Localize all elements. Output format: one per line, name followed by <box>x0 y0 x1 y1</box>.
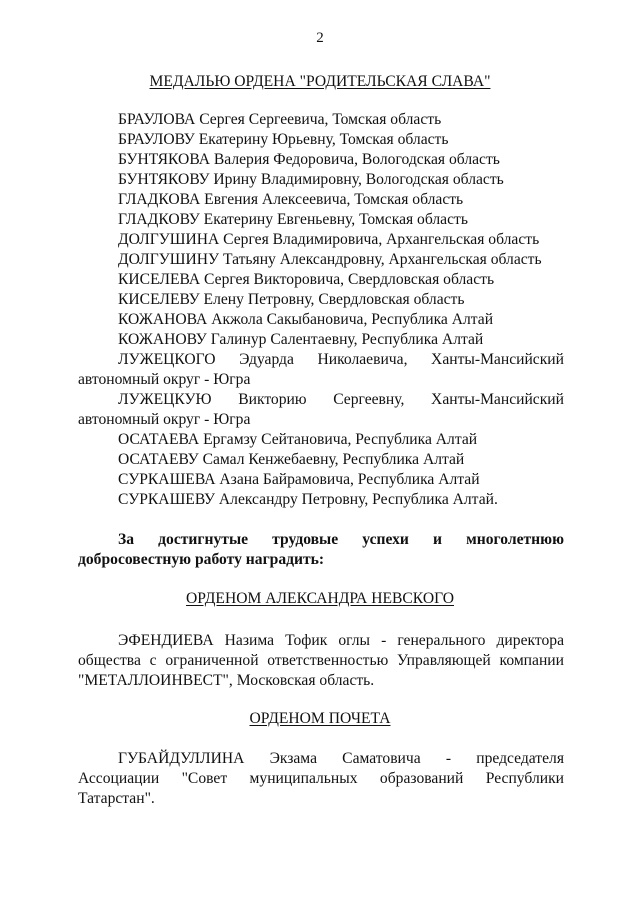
list-item-text: КИСЕЛЕВА Сергея Викторовича, Свердловская область <box>118 271 495 288</box>
list-item-text: КОЖАНОВА Акжола Сакыбановича, Республика Алтай <box>118 311 494 328</box>
award-statement-line2: добросовестную работу наградить: <box>78 551 325 568</box>
list-item-text: КОЖАНОВУ Галинур Салентаевну, Республика Алтай <box>118 331 484 348</box>
award-statement-line1: За достигнутые трудовые успехи и многолетнюю <box>118 531 564 548</box>
awardee-list-parental-glory <box>78 110 564 510</box>
paragraph-line2: общества с ограниченной ответственностью Управляющей компании <box>78 652 564 669</box>
list-item <box>78 430 564 450</box>
list-item <box>78 490 564 510</box>
award-statement <box>78 530 564 570</box>
list-item-text: ОСАТАЕВА Ергамзу Сейтановича, Республика Алтай <box>118 431 478 448</box>
list-item <box>78 150 564 170</box>
list-item-text: ГЛАДКОВА Евгения Алексеевича, Томская область <box>118 191 464 208</box>
list-item <box>78 250 564 270</box>
list-item <box>78 270 564 290</box>
section-heading-parental-glory-medal: МЕДАЛЬЮ ОРДЕНА "РОДИТЕЛЬСКАЯ СЛАВА" <box>149 73 491 90</box>
list-item-text-line1: ЛУЖЕЦКУЮ Викторию Сергеевну, Ханты-Мансийский <box>118 391 564 408</box>
paragraph-line1: ЭФЕНДИЕВА Назима Тофик оглы - генерального директора <box>118 632 564 649</box>
list-item-text: БРАУЛОВА Сергея Сергеевича, Томская область <box>118 111 442 128</box>
list-item <box>78 350 564 390</box>
list-item <box>78 390 564 430</box>
list-item-text: ОСАТАЕВУ Самал Кенжебаевну, Республика Алтай <box>118 451 465 468</box>
list-item-text: ГЛАДКОВУ Екатерину Евгеньевну, Томская область <box>118 211 468 228</box>
list-item <box>78 450 564 470</box>
list-item <box>78 110 564 130</box>
paragraph-line3: "МЕТАЛЛОИНВЕСТ", Московская область. <box>78 672 375 689</box>
awardee-paragraph-honour <box>78 749 564 809</box>
section-heading-order-of-honour: ОРДЕНОМ ПОЧЕТА <box>249 710 391 727</box>
list-item-text: БРАУЛОВУ Екатерину Юрьевну, Томская область <box>118 131 449 148</box>
list-item-text: КИСЕЛЕВУ Елену Петровну, Свердловская область <box>118 291 465 308</box>
list-item <box>78 190 564 210</box>
list-item-text: СУРКАШЕВА Азана Байрамовича, Республика Алтай <box>118 471 480 488</box>
list-item-text: ДОЛГУШИНУ Татьяну Александровну, Архангельская область <box>118 251 542 268</box>
paragraph-line2: Ассоциации "Совет муниципальных образований Республики <box>78 770 564 787</box>
list-item-text: СУРКАШЕВУ Александру Петровну, Республика Алтай. <box>118 491 498 508</box>
list-item-text: БУНТЯКОВУ Ирину Владимировну, Вологодская область <box>118 171 504 188</box>
list-item <box>78 290 564 310</box>
page-number: 2 <box>316 30 324 46</box>
list-item-text: БУНТЯКОВА Валерия Федоровича, Вологодская область <box>118 151 500 168</box>
list-item-text-line1: ЛУЖЕЦКОГО Эдуарда Николаевича, Ханты-Мансийский <box>118 351 564 368</box>
list-item <box>78 470 564 490</box>
list-item-text: ДОЛГУШИНА Сергея Владимировича, Архангельская область <box>118 231 540 248</box>
list-item <box>78 210 564 230</box>
paragraph-line1: ГУБАЙДУЛЛИНА Экзама Саматовича - председателя <box>118 750 564 767</box>
section-heading-alexander-nevsky-order: ОРДЕНОМ АЛЕКСАНДРА НЕВСКОГО <box>186 590 454 607</box>
list-item <box>78 310 564 330</box>
list-item <box>78 170 564 190</box>
list-item <box>78 130 564 150</box>
awardee-paragraph-nevsky <box>78 631 564 691</box>
paragraph-line3: Татарстан". <box>78 790 155 807</box>
list-item <box>78 330 564 350</box>
list-item-text-line2: автономный округ - Югра <box>78 411 251 428</box>
list-item <box>78 230 564 250</box>
list-item-text-line2: автономный округ - Югра <box>78 371 251 388</box>
